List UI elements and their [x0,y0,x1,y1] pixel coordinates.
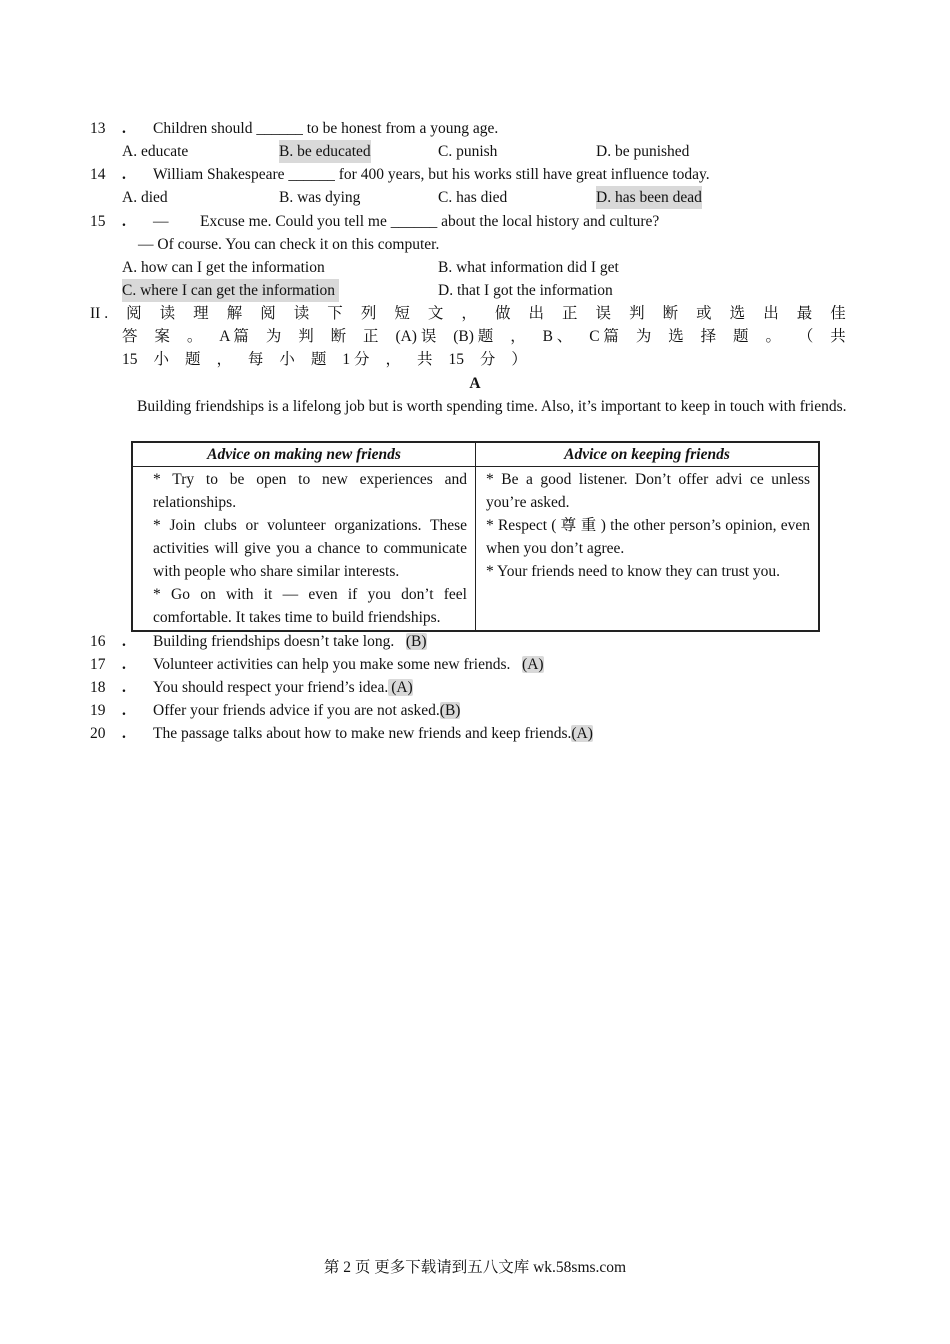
heading-token: 出 [528,305,544,322]
question-stem: Children should ______ to be honest from a young age. [153,120,499,137]
heading-token: 为 [635,328,652,345]
heading-token: 选 [729,305,746,322]
statement-line [153,699,460,722]
advice-table [131,441,820,632]
heading-token: 下 [327,305,343,322]
heading-token: 解 [226,305,243,322]
heading-token: 正 [363,328,379,345]
option-c-highlighted: C. where I can get the information [122,279,339,302]
heading-token: 误 [595,305,612,322]
heading-token: 阅 [126,305,142,322]
statement-text: Volunteer activities can help you make some new friends. [153,656,511,673]
passage-intro: Building friendships is a lifelong job but is worth spending time. Also, it’s important to keep in touch with friends. [137,398,847,415]
option-c: C. has died [438,189,508,206]
heading-token: 断 [662,305,679,322]
heading-token: B 、 [542,328,573,345]
statement-line [153,630,427,653]
advice-item: * Your friends need to know they can trust you. [486,563,781,580]
heading-token: 小 [279,351,295,368]
heading-token: 做 [494,305,511,322]
heading-token: 共 [416,351,433,368]
heading-token: 。 [765,328,781,345]
heading-token: II . [90,305,109,322]
option-d: D. that I got the information [438,282,613,299]
advice-item: * Try to be open to new experiences and relationships. [153,471,467,511]
question-number: 13 [90,120,106,137]
heading-token: C 篇 [589,328,619,345]
heading-token: 15 [448,351,464,368]
advice-item: * Respect ( 尊 重 ) the other person’s opinion, even when you don’t agree. [486,517,810,557]
heading-token: 案 [154,328,170,345]
statement-text: Offer your friends advice if you are not asked. [153,702,440,719]
heading-token: 为 [265,328,282,345]
option-a: A. educate [122,143,189,160]
heading-token: (B) 题 [453,328,494,345]
option-b: B. was dying [279,189,361,206]
advice-item: * Be a good listener. Don’t offer advi ce unless you’re asked. [486,471,810,511]
option-d-highlighted: D. has been dead [596,186,702,209]
option-b: B. what information did I get [438,259,619,276]
answer-mark: (B) [439,702,461,719]
heading-token: 每 [247,351,264,368]
statement-number: 17 [90,656,106,673]
dialogue-dash: — [153,213,169,230]
table-header-making-friends: Advice on making new friends [132,442,476,467]
heading-token: 判 [629,305,645,322]
heading-token: A 篇 [219,328,249,345]
statement-dot: . [122,679,126,696]
advice-item: * Join clubs or volunteer organizations. These activities will give you a chance to communicate with people who share similar interests. [153,517,467,580]
statement-number: 16 [90,633,106,650]
statement-text: The passage talks about how to make new friends and keep friends. [153,725,572,742]
heading-token: ） [511,351,527,368]
passage-heading: A [469,375,481,392]
statement-dot: . [122,656,126,673]
heading-token: 文 [427,305,444,322]
statement-line [153,653,544,676]
heading-token: 分 [479,351,496,368]
question-stem: William Shakespeare ______ for 400 years, but his works still have great influence today. [153,166,710,183]
answer-mark: (A) [388,679,413,696]
heading-token: 或 [696,305,712,322]
heading-token: 15 [122,351,138,368]
heading-token: 阅 [260,305,276,322]
heading-token: ， [216,351,232,368]
heading-token: (A) 误 [395,328,437,345]
heading-token: 选 [668,328,684,345]
statement-dot: . [122,633,126,650]
question-number: 14 [90,166,106,183]
heading-token: 1 分 [342,351,370,368]
question-dot: . [122,213,126,230]
heading-token: 题 [310,351,327,368]
heading-token: ， [510,328,526,345]
statement-line [153,722,593,745]
page-footer: 第 2 页 更多下载请到五八文库 wk.58sms.com [323,1259,627,1276]
dialogue-reply: — Of course. You can check it on this computer. [138,236,440,253]
section-heading-line-1 [90,302,846,325]
heading-token: ， [385,351,401,368]
statement-number: 19 [90,702,106,719]
answer-mark: (B) [405,633,427,650]
heading-token: 理 [193,305,209,322]
advice-item: * Go on with it — even if you don’t feel comfortable. It takes time to build friendships. [153,586,467,626]
question-dot: . [122,120,126,137]
heading-token: 共 [830,328,846,345]
question-number: 15 [90,213,106,230]
section-heading-line-2 [122,325,846,348]
statement-number: 18 [90,679,106,696]
heading-token: 短 [394,305,410,322]
heading-token: 小 [153,351,169,368]
making-friends-cell [132,467,476,632]
statement-number: 20 [90,725,106,742]
heading-token: 题 [733,328,749,345]
heading-token: 最 [796,305,813,322]
option-d: D. be punished [596,143,690,160]
heading-token: ， [461,305,477,322]
option-a: A. how can I get the information [122,259,325,276]
statement-line [153,676,413,699]
section-heading-line-3 [122,348,527,371]
table-header-keeping-friends: Advice on keeping friends [476,442,820,467]
heading-token: 正 [562,305,578,322]
heading-token: 读 [159,305,176,322]
heading-token: 列 [360,305,377,322]
heading-token: 题 [184,351,201,368]
heading-token: 佳 [830,305,846,322]
question-dot: . [122,166,126,183]
heading-token: 。 [186,328,203,345]
heading-token: 出 [763,305,779,322]
heading-token: （ [797,328,814,345]
question-stem: Excuse me. Could you tell me ______ about the local history and culture? [200,213,660,230]
statement-text: Building friendships doesn’t take long. [153,633,395,650]
statement-dot: . [122,702,126,719]
option-c: C. punish [438,143,498,160]
option-a: A. died [122,189,168,206]
heading-token: 判 [298,328,314,345]
answer-mark: (A) [571,725,593,742]
keeping-friends-cell [476,467,820,632]
heading-token: 择 [700,328,717,345]
statement-dot: . [122,725,126,742]
statement-text: You should respect your friend’s idea. [153,679,389,696]
heading-token: 断 [330,328,347,345]
option-b-highlighted: B. be educated [279,140,371,163]
answer-mark: (A) [522,656,544,673]
heading-token: 读 [293,305,310,322]
heading-token: 答 [122,328,138,345]
